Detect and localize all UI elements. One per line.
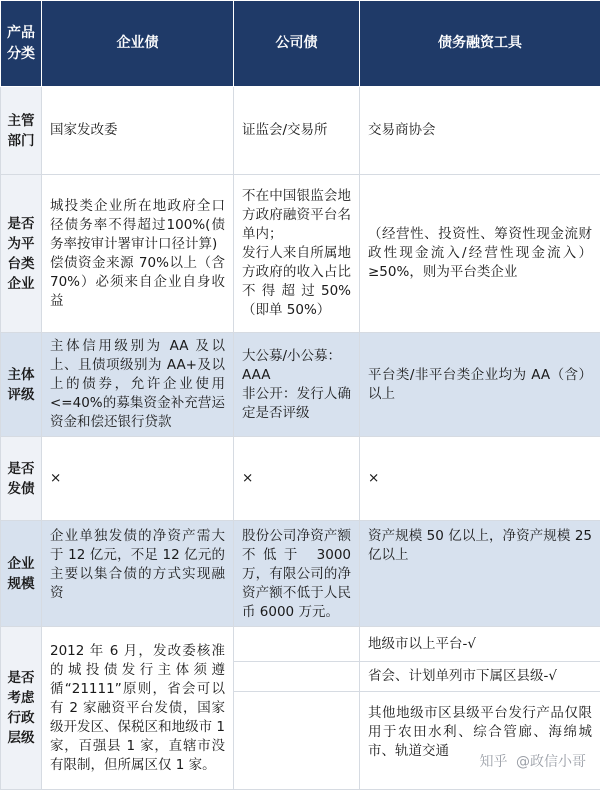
watermark-site: 知乎 [480,751,508,771]
cell-rating-corporate: 大公募/小公募： AAA 非公开：发行人确定是否评级 [234,333,360,437]
watermark-author: @政信小哥 [516,751,586,771]
cell-issuance-enterprise: × [42,437,234,521]
cell-platform-enterprise: 城投类企业所在地政府全口径债务率不得超过100%(债务率按审计署审计口径计算) 偿债资金来源 70%以上（含70%）必须来自企业自身收益 [42,175,234,333]
row-label-regulator: 主管部门 [1,87,42,175]
watermark [476,751,586,771]
cell-admin-corporate-a [234,627,360,662]
row-rating [1,333,600,437]
cell-regulator-dfi: 交易商协会 [360,87,600,175]
cell-regulator-enterprise: 国家发改委 [42,87,234,175]
cell-platform-dfi: （经营性、投资性、筹资性现金流财政性现金流入/经营性现金流入）≥50%，则为平台类企业 [360,175,600,333]
cell-regulator-corporate: 证监会/交易所 [234,87,360,175]
cell-scale-corporate: 股份公司净资产额不低于 3000 万，有限公司的净资产额不低于人民币 6000 万元。 [234,521,360,627]
cell-issuance-corporate: × [234,437,360,521]
row-label-rating: 主体评级 [1,333,42,437]
row-label-scale: 企业规模 [1,521,42,627]
cell-rating-enterprise: 主体信用级别为 AA 及以上、且债项级别为 AA+及以上的债券，允许企业使用<=40%的募集资金补充营运资金和偿还银行贷款 [42,333,234,437]
row-label-admin-level: 是否考虑行政层级 [1,627,42,790]
row-label-platform: 是否为平台类企业 [1,175,42,333]
cell-issuance-dfi: × [360,437,600,521]
cell-admin-enterprise: 2012 年 6 月，发改委核准的城投债发行主体须遵循“21111”原则，省会可以有 2 家融资平台发债，国家级开发区、保税区和地级市 1 家，百强县 1 家，直辖市没有限制，但所属区仅 1 家。 [42,627,234,790]
row-platform [1,175,600,333]
row-admin-level [1,627,600,662]
header-debt-financing-instrument: 债务融资工具 [360,1,600,87]
header-enterprise-bond: 企业债 [42,1,234,87]
row-issuance [1,437,600,521]
header-category: 产品分类 [1,1,42,87]
row-scale [1,521,600,627]
cell-scale-dfi: 资产规模 50 亿以上，净资产规模 25 亿以上 [360,521,600,627]
cell-admin-dfi-prefecture: 地级市以上平台-√ [360,627,600,662]
cell-scale-enterprise: 企业单独发债的净资产需大于 12 亿元，不足 12 亿元的主要以集合债的方式实现融资 [42,521,234,627]
cell-platform-corporate: 不在中国银监会地方政府融资平台名单内； 发行人来自所属地方政府的收入占比不得超过50%（即单 50%） [234,175,360,333]
cell-admin-corporate-d [234,692,360,790]
row-label-issuance: 是否发债 [1,437,42,521]
cell-admin-dfi-provincial: 省会、计划单列市下属区县级-√ [360,662,600,692]
header-row [1,1,600,87]
row-regulator [1,87,600,175]
cell-admin-dfi-other: 其他地级市区县级平台发行产品仅限用于农田水利、综合管廊、海绵城市、轨道交通 [360,692,600,790]
cell-admin-corporate-b [234,662,360,692]
cell-rating-dfi: 平台类/非平台类企业均为 AA（含）以上 [360,333,600,437]
header-corporate-bond: 公司债 [234,1,360,87]
